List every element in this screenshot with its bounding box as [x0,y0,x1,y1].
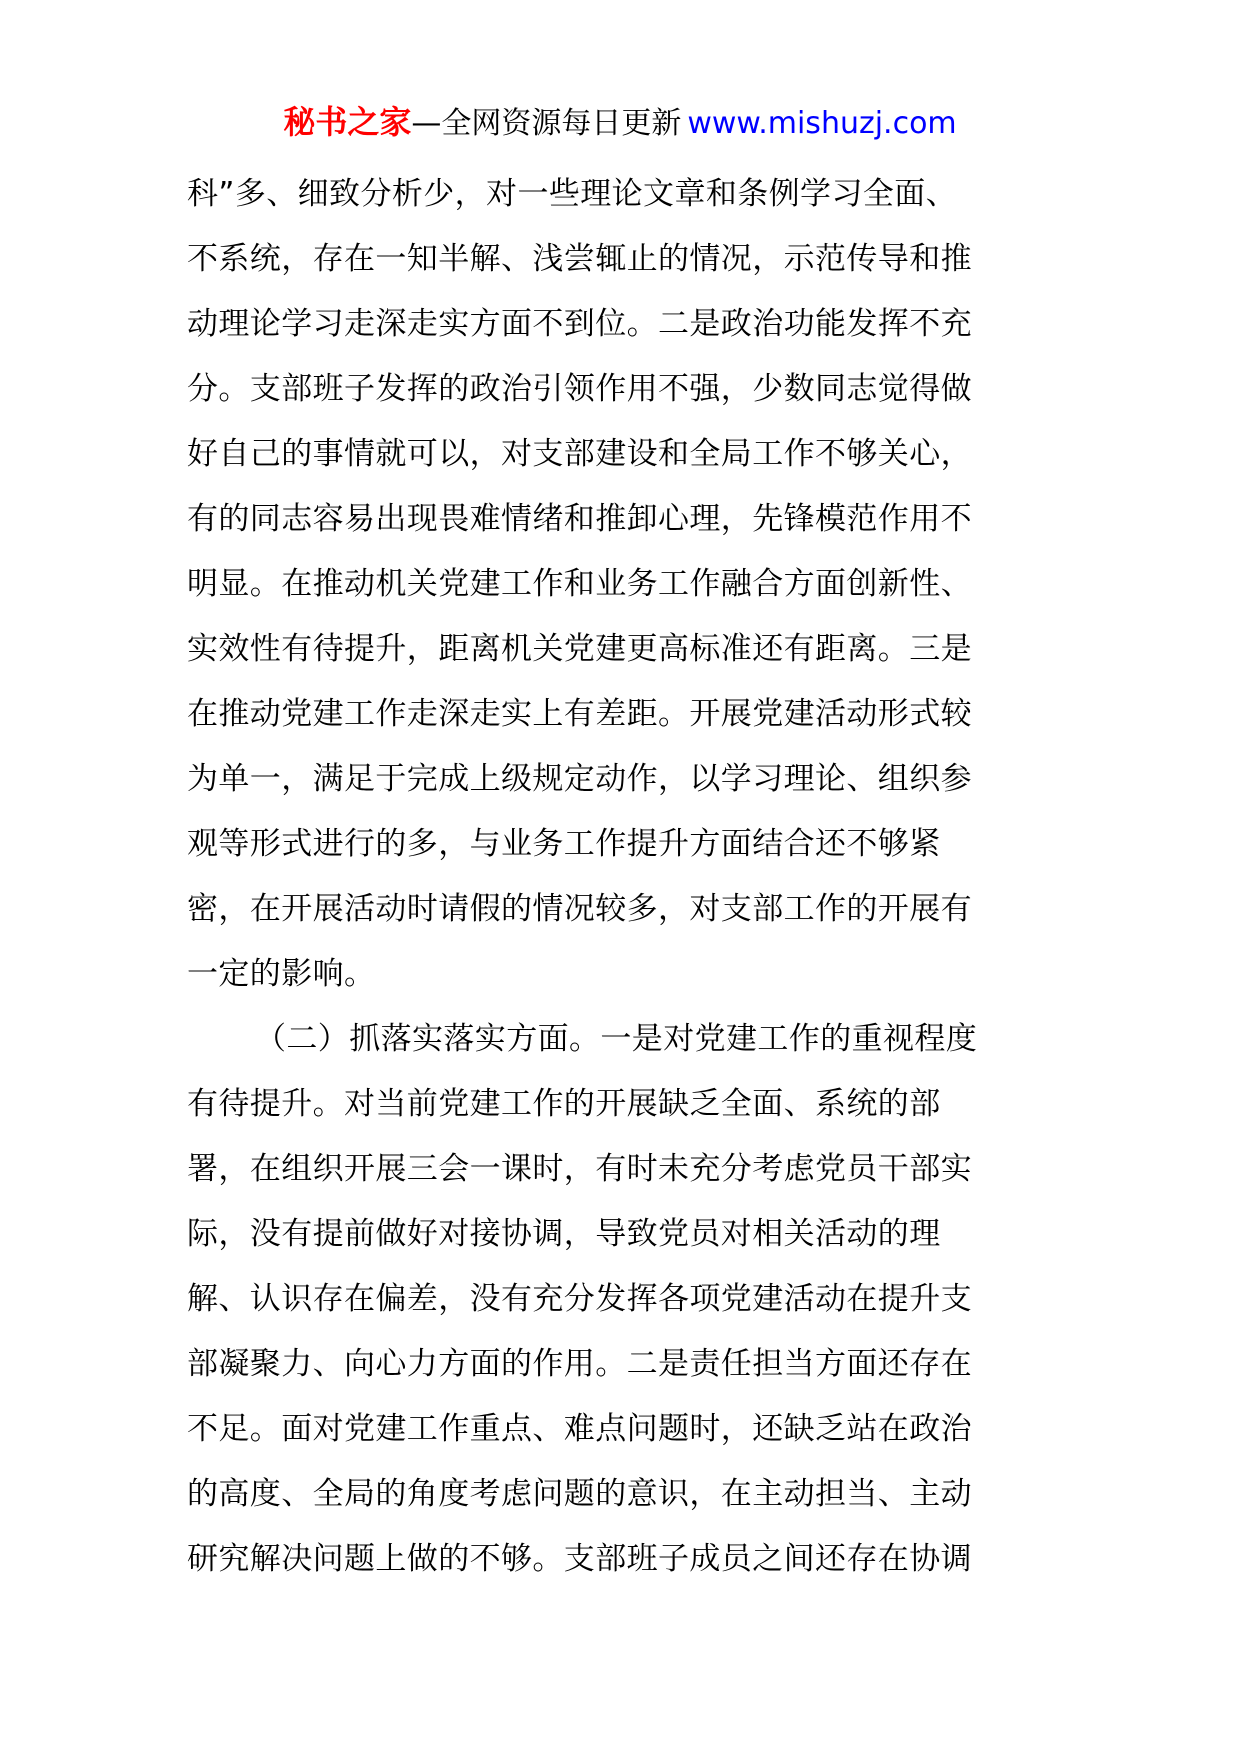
text-line: 署，在组织开展三会一课时，有时未充分考虑党员干部实 [187,1151,972,1187]
text-line: 部凝聚力、向心力方面的作用。二是责任担当方面还存在 [187,1346,972,1382]
text-line: 不系统，存在一知半解、浅尝辄止的情况，示范传导和推 [187,241,972,277]
text-line: 不足。面对党建工作重点、难点问题时，还缺乏站在政治 [187,1411,972,1447]
text-line: 有的同志容易出现畏难情绪和推卸心理，先锋模范作用不 [187,501,972,537]
text-line: 分。支部班子发挥的政治引领作用不强，少数同志觉得做 [187,371,972,407]
text-line: 研究解决问题上做的不够。支部班子成员之间还存在协调 [187,1541,972,1577]
document-body [187,162,1057,1592]
text-line: 解、认识存在偏差，没有充分发挥各项党建活动在提升支 [187,1281,972,1317]
text-line: 一定的影响。 [187,956,376,992]
website-link[interactable]: www.mishuzj.com [687,106,957,141]
text-line: 观等形式进行的多，与业务工作提升方面结合还不够紧 [187,826,941,862]
page-header [0,102,1240,144]
section-heading-line: （二）抓落实落实方面。一是对党建工作的重视程度 [255,1021,978,1057]
text-line: 密，在开展活动时请假的情况较多，对支部工作的开展有 [187,891,972,927]
header-tagline: —全网资源每日更新 [411,106,682,141]
brand-name: 秘书之家 [283,103,412,141]
text-line: 好自己的事情就可以，对支部建设和全局工作不够关心， [187,436,972,472]
text-line: 明显。在推动机关党建工作和业务工作融合方面创新性、 [187,566,972,602]
text-line: 动理论学习走深走实方面不到位。二是政治功能发挥不充 [187,306,972,342]
text-line: 际，没有提前做好对接协调，导致党员对相关活动的理 [187,1216,941,1252]
text-line: 的高度、全局的角度考虑问题的意识，在主动担当、主动 [187,1476,972,1512]
text-line: 为单一，满足于完成上级规定动作，以学习理论、组织参 [187,761,972,797]
text-line: 有待提升。对当前党建工作的开展缺乏全面、系统的部 [187,1086,941,1122]
text-line: 实效性有待提升，距离机关党建更高标准还有距离。三是 [187,631,972,667]
text-line: 科”多、细致分析少，对一些理论文章和条例学习全面、 [187,176,958,212]
text-line: 在推动党建工作走深走实上有差距。开展党建活动形式较 [187,696,972,732]
